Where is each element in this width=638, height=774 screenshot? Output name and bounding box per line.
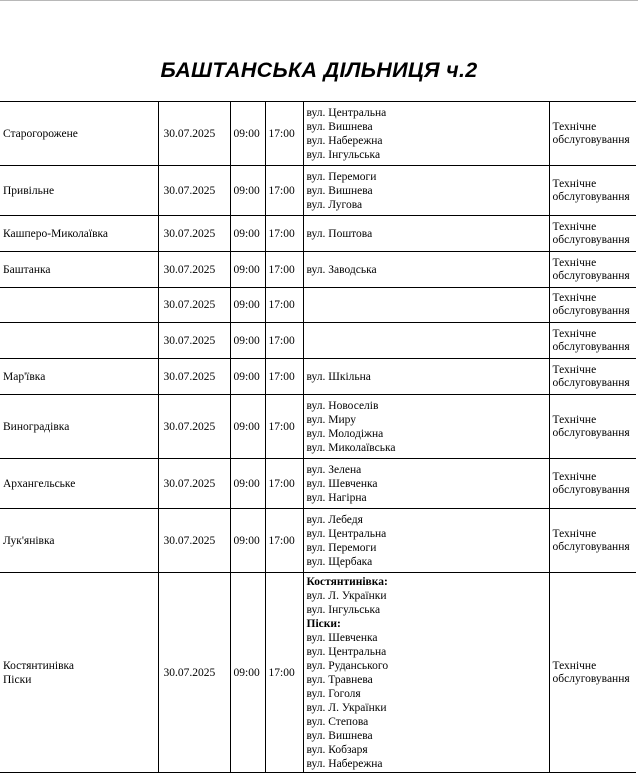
table-row — [0, 459, 636, 509]
settlement-cell — [0, 102, 158, 166]
streets-cell — [303, 459, 549, 509]
reason-cell — [549, 509, 636, 573]
settlement-name: Мар'ївка — [3, 370, 46, 383]
street-name: вул. Руданського — [306, 659, 389, 672]
reason-text: обслуговування — [552, 426, 630, 439]
street-name: вул. Зелена — [306, 463, 362, 476]
street-name: вул. Вишнева — [306, 120, 373, 133]
reason-text: Технічне — [552, 256, 597, 269]
street-name: вул. Л. Українки — [306, 701, 387, 714]
page-title: БАШТАНСЬКА ДІЛЬНИЦЯ ч.2 — [160, 58, 478, 82]
end-time-value: 17:00 — [268, 477, 295, 490]
table-row — [0, 216, 636, 252]
start-time-value: 09:00 — [233, 534, 260, 547]
end-time-value: 17:00 — [268, 184, 295, 197]
reason-text: обслуговування — [552, 233, 630, 246]
street-name: вул. Інгульська — [306, 148, 381, 161]
date-cell — [158, 166, 230, 216]
reason-text: обслуговування — [552, 672, 630, 685]
date-cell — [158, 509, 230, 573]
reason-text: Технічне — [552, 659, 597, 672]
settlement-cell — [0, 252, 158, 288]
street-name: вул. Новоселів — [306, 399, 379, 412]
street-name: вул. Миколаївська — [306, 441, 396, 454]
settlement-cell — [0, 166, 158, 216]
reason-cell — [549, 216, 636, 252]
settlement-name: Архангельське — [3, 477, 76, 490]
street-name: вул. Шкільна — [306, 370, 371, 383]
settlement-name: Костянтинівка — [3, 659, 75, 672]
table-row — [0, 359, 636, 395]
end-time-cell — [265, 216, 303, 252]
street-name: вул. Центральна — [306, 645, 387, 658]
date-value: 30.07.2025 — [163, 334, 216, 347]
street-name: вул. Перемоги — [306, 170, 377, 183]
streets-cell — [303, 216, 549, 252]
street-name: вул. Вишнева — [306, 729, 373, 742]
date-cell — [158, 288, 230, 323]
date-cell — [158, 102, 230, 166]
end-time-cell — [265, 395, 303, 459]
date-cell — [158, 216, 230, 252]
reason-text: Технічне — [552, 363, 597, 376]
start-time-value: 09:00 — [233, 127, 260, 140]
date-value: 30.07.2025 — [163, 263, 216, 276]
reason-text: Технічне — [552, 177, 597, 190]
start-time-value: 09:00 — [233, 263, 260, 276]
end-time-cell — [265, 166, 303, 216]
start-time-value: 09:00 — [233, 299, 260, 311]
end-time-value: 17:00 — [268, 127, 295, 140]
streets-cell — [303, 509, 549, 573]
streets-cell — [303, 395, 549, 459]
street-name: вул. Поштова — [306, 227, 373, 240]
end-time-value: 17:00 — [268, 227, 295, 240]
locality-heading: Піски: — [306, 617, 341, 630]
start-time-cell — [230, 459, 265, 509]
reason-text: обслуговування — [552, 340, 630, 353]
table-row — [0, 323, 636, 359]
reason-text: Технічне — [552, 292, 597, 304]
street-name: вул. Шевченка — [306, 477, 378, 490]
start-time-cell — [230, 359, 265, 395]
street-name: вул. Кобзаря — [306, 743, 368, 756]
streets-cell — [303, 573, 549, 773]
settlement-name: Баштанка — [3, 263, 51, 276]
settlement-cell — [0, 573, 158, 773]
table-body — [0, 102, 636, 773]
street-name: вул. Нагірна — [306, 491, 367, 504]
start-time-cell — [230, 216, 265, 252]
reason-text: обслуговування — [552, 133, 630, 146]
date-value: 30.07.2025 — [163, 534, 216, 547]
end-time-cell — [265, 252, 303, 288]
reason-cell — [549, 102, 636, 166]
start-time-value: 09:00 — [233, 477, 260, 490]
reason-cell — [549, 359, 636, 395]
table-row — [0, 288, 636, 323]
date-value: 30.07.2025 — [163, 299, 216, 311]
start-time-cell — [230, 509, 265, 573]
start-time-value: 09:00 — [233, 666, 260, 679]
streets-cell — [303, 288, 549, 323]
table-row — [0, 166, 636, 216]
street-name: вул. Миру — [306, 413, 356, 426]
date-cell — [158, 359, 230, 395]
reason-text: Технічне — [552, 413, 597, 426]
end-time-value: 17:00 — [268, 299, 295, 311]
settlement-name: Привільне — [3, 184, 55, 197]
settlement-name: Виноградівка — [3, 420, 70, 433]
end-time-value: 17:00 — [268, 534, 295, 547]
street-name: вул. Щербака — [306, 555, 373, 568]
end-time-value: 17:00 — [268, 263, 295, 276]
end-time-value: 17:00 — [268, 420, 295, 433]
start-time-cell — [230, 573, 265, 773]
end-time-value: 17:00 — [268, 334, 295, 347]
street-name: вул. Шевченка — [306, 631, 378, 644]
date-value: 30.07.2025 — [163, 420, 216, 433]
end-time-cell — [265, 102, 303, 166]
outage-schedule-table — [0, 101, 636, 773]
table-row — [0, 509, 636, 573]
end-time-value: 17:00 — [268, 370, 295, 383]
start-time-cell — [230, 252, 265, 288]
end-time-cell — [265, 573, 303, 773]
street-name: вул. Молодіжна — [306, 427, 384, 440]
end-time-cell — [265, 323, 303, 359]
streets-cell — [303, 252, 549, 288]
table-row — [0, 395, 636, 459]
reason-cell — [549, 323, 636, 359]
end-time-cell — [265, 288, 303, 323]
settlement-cell — [0, 459, 158, 509]
date-value: 30.07.2025 — [163, 477, 216, 490]
street-name: вул. Степова — [306, 715, 369, 728]
street-name: вул. Заводська — [306, 263, 377, 276]
table-row — [0, 102, 636, 166]
end-time-cell — [265, 509, 303, 573]
reason-cell — [549, 459, 636, 509]
street-name: вул. Вишнева — [306, 184, 373, 197]
start-time-value: 09:00 — [233, 184, 260, 197]
start-time-value: 09:00 — [233, 227, 260, 240]
start-time-value: 09:00 — [233, 420, 260, 433]
settlement-cell — [0, 509, 158, 573]
start-time-cell — [230, 288, 265, 323]
reason-text: Технічне — [552, 527, 597, 540]
start-time-cell — [230, 323, 265, 359]
reason-cell — [549, 573, 636, 773]
reason-text: обслуговування — [552, 305, 630, 317]
settlement-name: Кашперо-Миколаївка — [3, 227, 109, 240]
settlement-name: Старогорожене — [3, 127, 78, 140]
date-cell — [158, 323, 230, 359]
street-name: вул. Центральна — [306, 527, 387, 540]
start-time-value: 09:00 — [233, 334, 260, 347]
reason-cell — [549, 252, 636, 288]
locality-heading: Костянтинівка: — [306, 575, 388, 588]
reason-text: Технічне — [552, 470, 597, 483]
date-value: 30.07.2025 — [163, 666, 216, 679]
streets-cell — [303, 166, 549, 216]
street-name: вул. Лугова — [306, 198, 363, 211]
end-time-cell — [265, 359, 303, 395]
street-name: вул. Набережна — [306, 757, 383, 770]
reason-cell — [549, 288, 636, 323]
street-name: вул. Гоголя — [306, 687, 361, 700]
date-value: 30.07.2025 — [163, 227, 216, 240]
date-value: 30.07.2025 — [163, 127, 216, 140]
reason-text: обслуговування — [552, 483, 630, 496]
table-row — [0, 252, 636, 288]
settlement-cell — [0, 323, 158, 359]
date-cell — [158, 252, 230, 288]
date-cell — [158, 573, 230, 773]
reason-cell — [549, 395, 636, 459]
end-time-value: 17:00 — [268, 666, 295, 679]
settlement-name: Лук'янівка — [3, 534, 55, 547]
reason-text: обслуговування — [552, 540, 630, 553]
reason-text: Технічне — [552, 120, 597, 133]
street-name: вул. Лебедя — [306, 513, 363, 526]
top-border-line — [0, 0, 638, 1]
streets-cell — [303, 323, 549, 359]
start-time-cell — [230, 395, 265, 459]
reason-text: Технічне — [552, 327, 597, 340]
settlement-name: Піски — [3, 673, 32, 686]
street-name: вул. Перемоги — [306, 541, 377, 554]
start-time-value: 09:00 — [233, 370, 260, 383]
end-time-cell — [265, 459, 303, 509]
street-name: вул. Травнева — [306, 673, 373, 686]
street-name: вул. Інгульська — [306, 603, 381, 616]
street-name: вул. Центральна — [306, 106, 387, 119]
date-cell — [158, 459, 230, 509]
street-name: вул. Набережна — [306, 134, 383, 147]
start-time-cell — [230, 166, 265, 216]
reason-text: обслуговування — [552, 269, 630, 282]
settlement-cell — [0, 359, 158, 395]
street-name: вул. Л. Українки — [306, 589, 387, 602]
reason-text: обслуговування — [552, 190, 630, 203]
streets-cell — [303, 102, 549, 166]
settlement-cell — [0, 288, 158, 323]
reason-text: Технічне — [552, 220, 597, 233]
reason-text: обслуговування — [552, 376, 630, 389]
reason-cell — [549, 166, 636, 216]
start-time-cell — [230, 102, 265, 166]
streets-cell — [303, 359, 549, 395]
date-value: 30.07.2025 — [163, 370, 216, 383]
date-cell — [158, 395, 230, 459]
settlement-cell — [0, 395, 158, 459]
settlement-cell — [0, 216, 158, 252]
date-value: 30.07.2025 — [163, 184, 216, 197]
table-row — [0, 573, 636, 773]
